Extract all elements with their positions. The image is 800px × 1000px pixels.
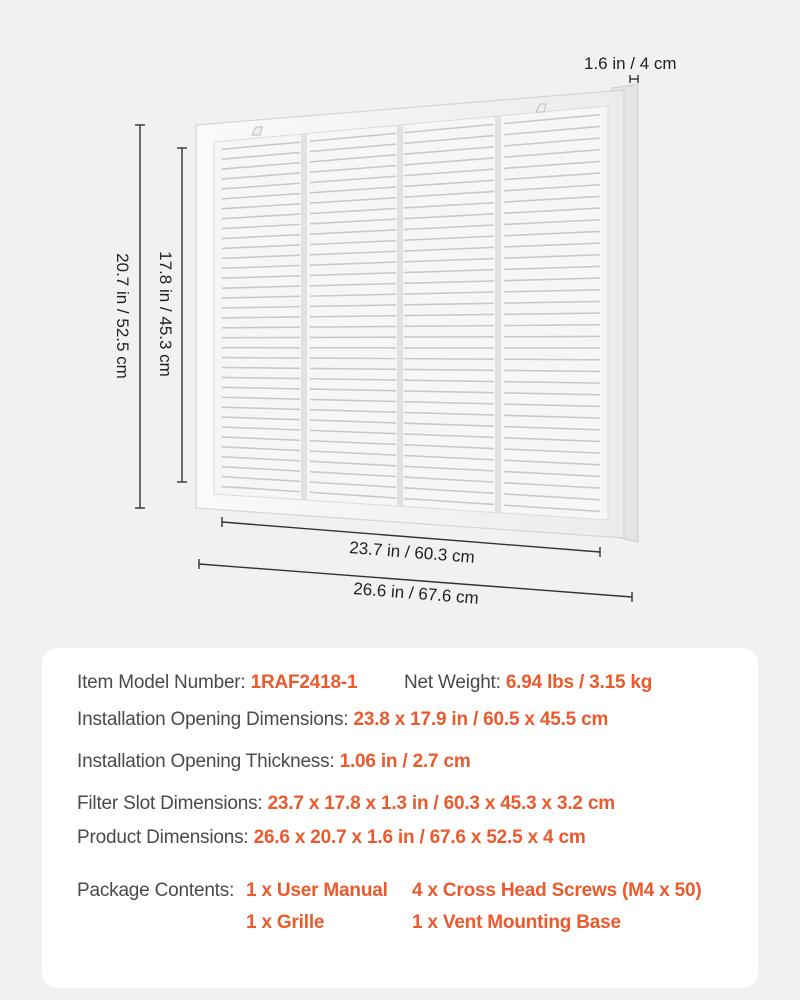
opening-thickness-row — [77, 751, 471, 773]
inner-width-dimension-label: 23.7 in / 60.3 cm — [348, 538, 476, 567]
opening-dimensions-row — [77, 709, 608, 731]
louver-slat — [504, 325, 600, 326]
net-weight-row — [404, 672, 652, 694]
louver-slat — [222, 367, 300, 368]
opening-dimensions-label: Installation Opening Dimensions: — [77, 709, 349, 730]
filter-slot-value: 23.7 x 17.8 x 1.3 in / 60.3 x 45.3 x 3.2 cm — [267, 793, 615, 814]
product-dimensions-row — [77, 827, 586, 849]
package-item-mounting-base: 1 x Vent Mounting Base — [412, 912, 621, 933]
net-weight-value: 6.94 lbs / 3.15 kg — [505, 672, 653, 693]
product-dimensions-label: Product Dimensions: — [77, 827, 249, 848]
package-item-screws: 4 x Cross Head Screws (M4 x 50) — [412, 880, 702, 901]
louver-slat — [404, 369, 494, 370]
opening-dimensions-value: 23.8 x 17.9 in / 60.5 x 45.5 cm — [353, 709, 609, 730]
depth-dimension-label: 1.6 in / 4 cm — [584, 54, 677, 73]
louver-slat — [504, 359, 600, 360]
package-contents-label: Package Contents: — [77, 880, 235, 901]
louver-slat — [404, 314, 494, 315]
filter-slot-label: Filter Slot Dimensions: — [77, 793, 263, 814]
opening-thickness-label: Installation Opening Thickness: — [77, 751, 335, 772]
louver-slat — [310, 368, 396, 369]
model-number-row — [77, 672, 357, 694]
outer-height-dimension-label: 20.7 in / 52.5 cm — [113, 253, 132, 379]
louver-slat — [310, 316, 396, 317]
spec-card — [42, 648, 758, 988]
filter-slot-row — [77, 793, 615, 815]
model-number-label: Item Model Number: — [77, 672, 246, 693]
louver-slat — [404, 326, 494, 327]
product-dimensions-value: 26.6 x 20.7 x 1.6 in / 67.6 x 52.5 x 4 cm — [253, 827, 586, 848]
package-item-grille: 1 x Grille — [246, 912, 325, 933]
louver-slat — [222, 317, 300, 318]
louver-slat — [310, 326, 396, 327]
louver-slat — [310, 358, 396, 359]
louver-slat — [404, 359, 494, 360]
inner-height-dimension-label: 17.8 in / 45.3 cm — [156, 251, 175, 377]
net-weight-label: Net Weight: — [404, 672, 501, 693]
model-number-value: 1RAF2418-1 — [250, 672, 358, 693]
opening-thickness-value: 1.06 in / 2.7 cm — [339, 751, 471, 772]
package-item-user-manual: 1 x User Manual — [246, 880, 388, 901]
louver-slat — [222, 327, 300, 328]
louver-slat — [504, 370, 600, 371]
outer-width-dimension-label: 26.6 in / 67.6 cm — [352, 579, 480, 608]
